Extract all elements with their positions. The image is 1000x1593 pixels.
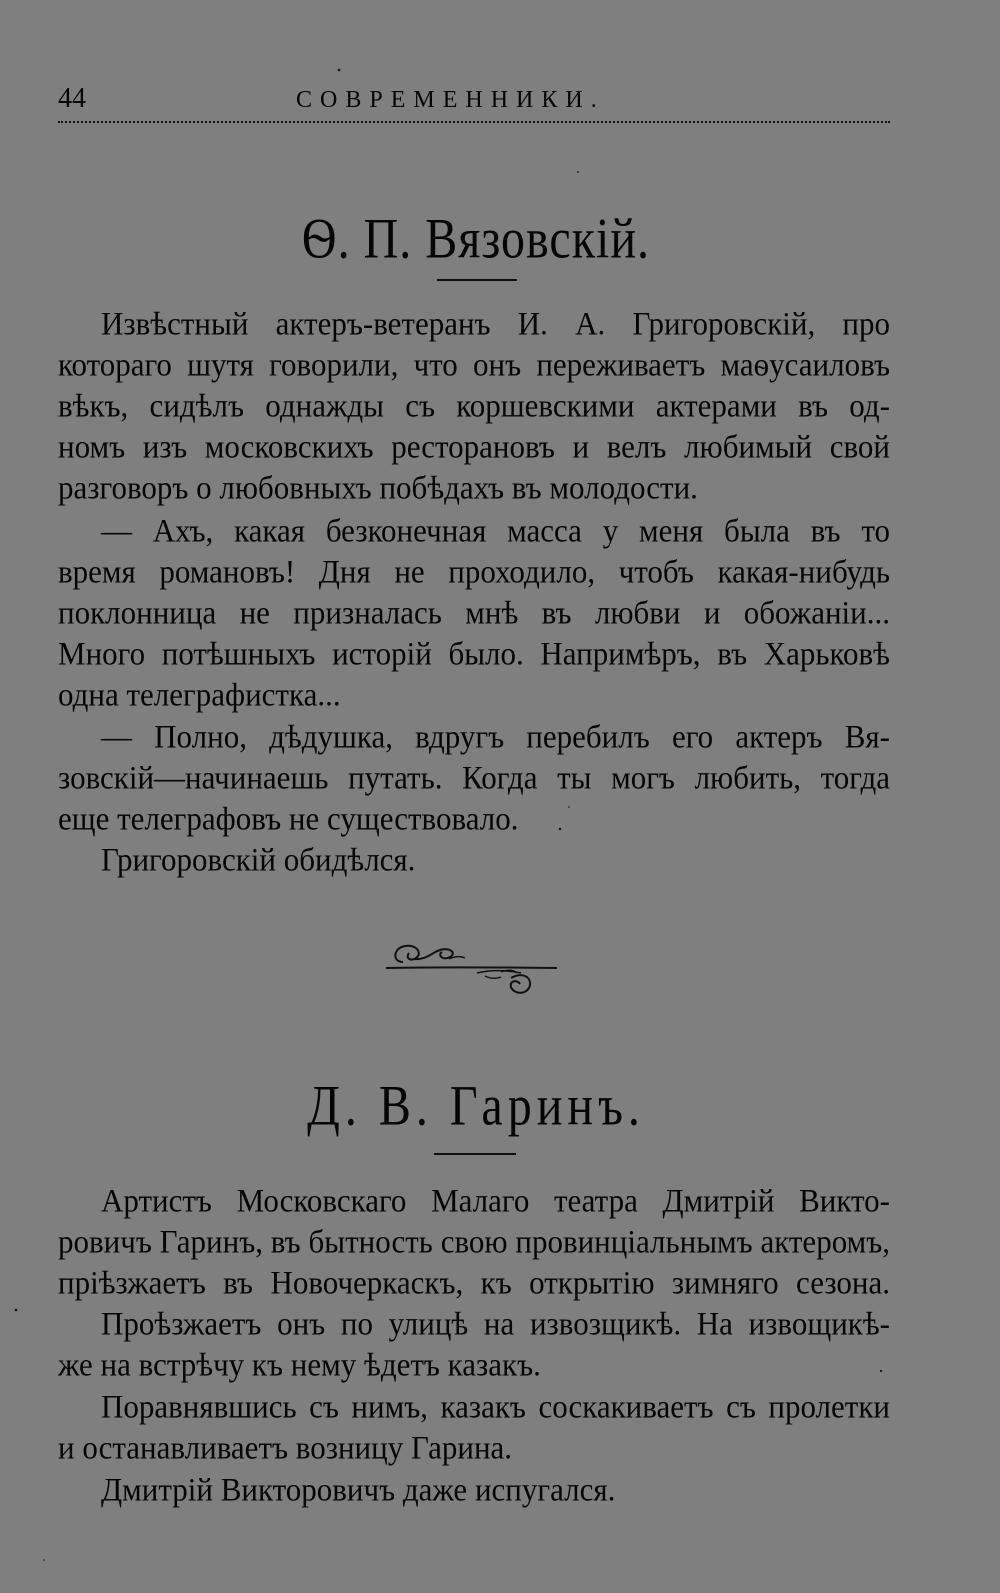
dialogue-line: — Полно, дѣдушка, вдругъ перебилъ его актеръ Вя-	[101, 718, 890, 755]
dialogue-line: — Ахъ, какая безконечная масса у меня была въ то	[101, 512, 890, 549]
paragraph-line: пріѣзжаетъ въ Новочеркаскъ, къ открытію зимняго сезона.	[58, 1264, 890, 1301]
paragraph-line: Дмитрій Викторовичъ даже испугался.	[101, 1471, 616, 1508]
journal-title: СОВРЕМЕННИКИ.	[296, 87, 605, 113]
title-underline-vyazovsky	[437, 279, 517, 281]
dialogue-line: Много потѣшныхъ исторій было. Напримѣръ, въ Харьковѣ	[58, 635, 890, 672]
title-underline-garin	[434, 1153, 516, 1155]
section-title-vyazovsky: Ѳ. П. Вязовскій.	[301, 208, 651, 271]
paragraph-line: Проѣзжаетъ онъ по улицѣ на извозщикѣ. На извощикѣ-	[101, 1305, 890, 1342]
paragraph-line: Артистъ Московскаго Малаго театра Дмитрій Викто-	[101, 1182, 890, 1219]
dialogue-line: поклонница не призналась мнѣ въ любви и обожаніи...	[58, 594, 890, 631]
paragraph-line: вѣкъ, сидѣлъ однажды съ коршевскими актерами въ од-	[58, 387, 890, 424]
paragraph-line: номъ изъ московскихъ ресторановъ и велъ любимый свой	[58, 428, 890, 465]
paragraph-line: Григоровскій обидѣлся.	[101, 841, 416, 878]
header-divider	[58, 121, 890, 123]
paragraph-line: ровичъ Гаринъ, въ бытность свою провинціальнымъ актеромъ,	[58, 1223, 890, 1260]
paragraph-line: Извѣстный актеръ-ветеранъ И. А. Григоровскій, про	[101, 305, 890, 342]
decorative-flourish-icon	[385, 928, 559, 1008]
paragraph-line: Поравнявшись съ нимъ, казакъ соскакиваетъ съ пролетки	[101, 1388, 890, 1425]
paragraph-line: же на встрѣчу къ нему ѣдетъ казакъ.	[58, 1346, 541, 1383]
dialogue-line: зовскій—начинаешь путать. Когда ты могъ любить, тогда	[58, 759, 890, 796]
dialogue-line: еще телеграфовъ не существовало.	[58, 800, 519, 837]
dialogue-line: одна телеграфистка...	[58, 676, 341, 713]
dialogue-line: время романовъ! Дня не проходило, чтобъ какая-нибудь	[58, 553, 890, 590]
paragraph-line: и останавливаетъ возницу Гарина.	[58, 1429, 513, 1466]
section-title-garin: Д. В. Гаринъ.	[307, 1075, 645, 1138]
running-head	[58, 82, 890, 116]
page-number: 44	[58, 83, 86, 114]
paragraph-line: разговоръ о любовныхъ побѣдахъ въ молодости.	[58, 469, 698, 506]
paragraph-line: котораго шутя говорили, что онъ переживаетъ маѳусаиловъ	[58, 346, 890, 383]
